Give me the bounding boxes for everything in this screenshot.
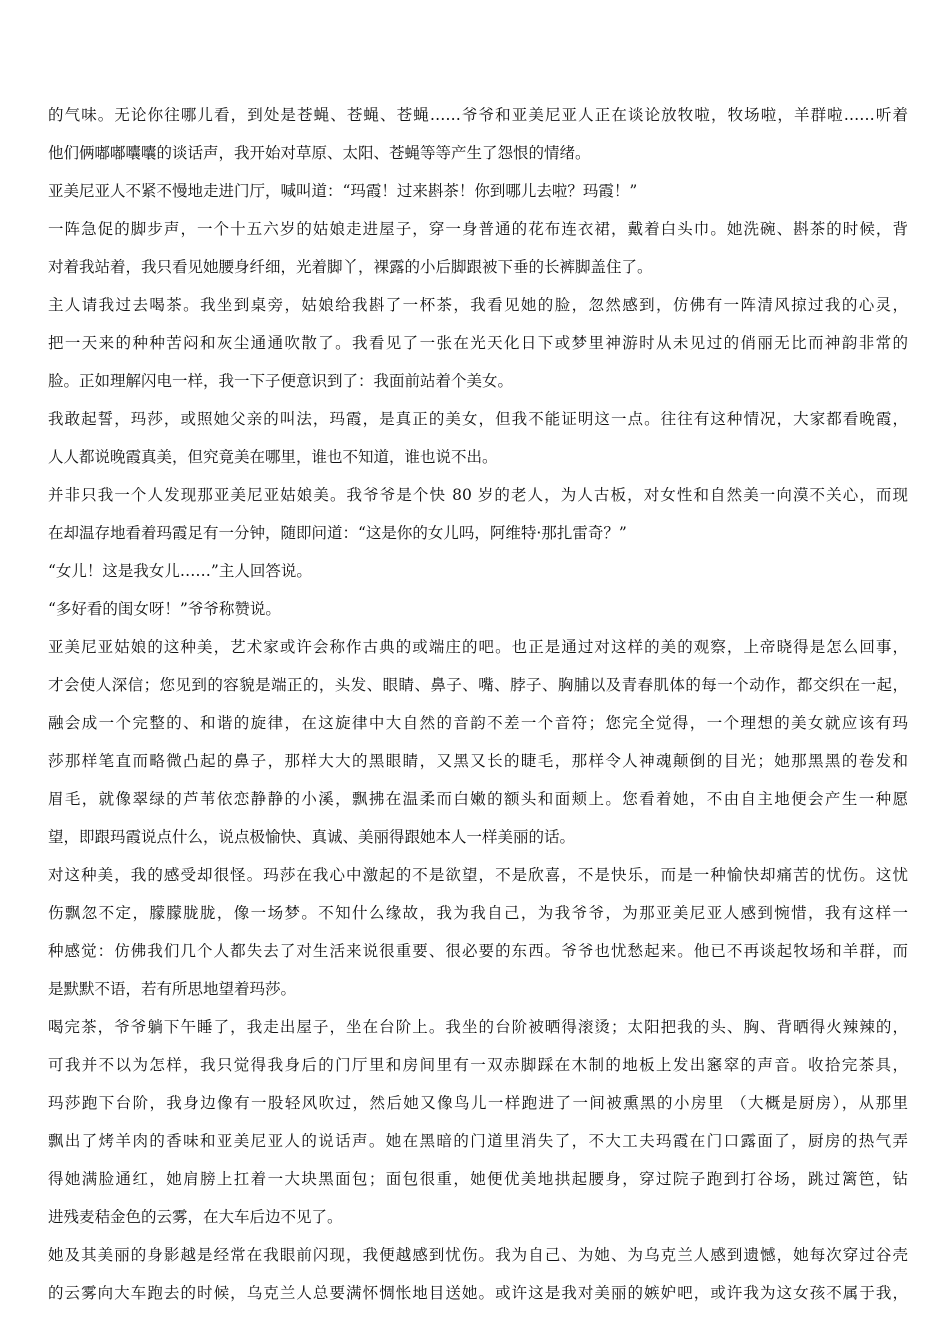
text-line: “女儿！这是我女儿……”主人回答说。 bbox=[48, 562, 312, 580]
text-line: 玛莎跑下台阶，我身边像有一股轻风吹过，然后她又像鸟儿一样跑进了一间被熏黑的小房里 （大概是厨房），从那里 bbox=[48, 1094, 908, 1112]
text-line: 融会成一个完整的、和谐的旋律，在这旋律中大自然的音韵不差一个音符；您完全觉得，一个理想的美女就应该有玛 bbox=[48, 714, 908, 732]
text-line: 飘出了烤羊肉的香味和亚美尼亚人的说话声。她在黑暗的门道里消失了，不大工夫玛霞在门口露面了，厨房的热气弄 bbox=[48, 1132, 908, 1150]
text-line: 我敢起誓，玛莎，或照她父亲的叫法，玛霞，是真正的美女，但我不能证明这一点。往往有这种情况，大家都看晚霞， bbox=[48, 410, 908, 428]
text-line: 主人请我过去喝茶。我坐到桌旁，姑娘给我斟了一杯茶，我看见她的脸，忽然感到，仿佛有一阵清风掠过我的心灵， bbox=[48, 296, 908, 314]
document-body bbox=[48, 96, 908, 1312]
text-line: 一阵急促的脚步声，一个十五六岁的姑娘走进屋子，穿一身普通的花布连衣裙，戴着白头巾。她洗碗、斟茶的时候，背 bbox=[48, 220, 908, 238]
text-line: “多好看的闺女呀！”爷爷称赞说。 bbox=[48, 600, 281, 618]
text-line: 望，即跟玛霞说点什么，说点极愉快、真诚、美丽得跟她本人一样美丽的话。 bbox=[48, 828, 576, 846]
text-line: 才会使人深信；您见到的容貌是端正的，头发、眼睛、鼻子、嘴、脖子、胸脯以及青春肌体的每一个动作，都交织在一起， bbox=[48, 676, 908, 694]
text-line: 他们俩嘟嘟囔囔的谈话声，我开始对草原、太阳、苍蝇等等产生了怨恨的情绪。 bbox=[48, 144, 591, 162]
text-line: 伤飘忽不定，朦朦胧胧，像一场梦。不知什么缘故，我为我自己，为我爷爷，为那亚美尼亚人感到惋惜，我有这样一 bbox=[48, 904, 908, 922]
text-line: 亚美尼亚人不紧不慢地走进门厅，喊叫道：“玛霞！过来斟茶！你到哪儿去啦？玛霞！” bbox=[48, 182, 638, 200]
text-line: 的气味。无论你往哪儿看，到处是苍蝇、苍蝇、苍蝇……爷爷和亚美尼亚人正在谈论放牧啦，牧场啦，羊群啦……听着 bbox=[48, 106, 908, 124]
text-line: 在却温存地看着玛霞足有一分钟，随即问道：“这是你的女儿吗，阿维特·那扎雷奇？” bbox=[48, 524, 627, 542]
text-line: 眉毛，就像翠绿的芦苇依恋静静的小溪，飘拂在温柔而白嫩的额头和面颊上。您看着她，不由自主地便会产生一种愿 bbox=[48, 790, 908, 808]
text-line: 的云雾向大车跑去的时候，乌克兰人总要满怀惆怅地目送她。或许这是我对美丽的嫉妒吧，或许我为这女孩不属于我， bbox=[48, 1284, 908, 1302]
text-line: 她及其美丽的身影越是经常在我眼前闪现，我便越感到忧伤。我为自己、为她、为乌克兰人感到遗憾，她每次穿过谷壳 bbox=[48, 1246, 908, 1264]
text-line: 脸。正如理解闪电一样，我一下子便意识到了：我面前站着个美女。 bbox=[48, 372, 514, 390]
text-line: 得她满脸通红，她肩膀上扛着一大块黑面包；面包很重，她便优美地拱起腰身，穿过院子跑到打谷场，跳过篱笆，钻 bbox=[48, 1170, 908, 1188]
text-line: 对着我站着，我只看见她腰身纤细，光着脚丫，裸露的小后脚跟被下垂的长裤脚盖住了。 bbox=[48, 258, 653, 276]
text-line: 喝完茶，爷爷躺下午睡了，我走出屋子，坐在台阶上。我坐的台阶被晒得滚烫；太阳把我的头、胸、背晒得火辣辣的， bbox=[48, 1018, 908, 1036]
text-line: 亚美尼亚姑娘的这种美，艺术家或许会称作古典的或端庄的吧。也正是通过对这样的美的观察，上帝晓得是怎么回事， bbox=[48, 638, 908, 656]
text-line: 是默默不语，若有所思地望着玛莎。 bbox=[48, 980, 297, 998]
text-line: 可我并不以为怎样，我只觉得我身后的门厅里和房间里有一双赤脚踩在木制的地板上发出窸窣的声音。收拾完茶具， bbox=[48, 1056, 908, 1074]
text-line: 种感觉：仿佛我们几个人都失去了对生活来说很重要、很必要的东西。爷爷也忧愁起来。他已不再谈起牧场和羊群，而 bbox=[48, 942, 908, 960]
text-line: 并非只我一个人发现那亚美尼亚姑娘美。我爷爷是个快 80 岁的老人，为人古板，对女性和自然美一向漠不关心，而现 bbox=[48, 486, 908, 504]
text-line: 进残麦秸金色的云雾，在大车后边不见了。 bbox=[48, 1208, 343, 1226]
text-line: 把一天来的种种苦闷和灰尘通通吹散了。我看见了一张在光天化日下或梦里神游时从未见过的俏丽无比而神韵非常的 bbox=[48, 334, 908, 352]
text-line: 人人都说晚霞真美，但究竟美在哪里，谁也不知道，谁也说不出。 bbox=[48, 448, 498, 466]
text-line: 莎那样笔直而略微凸起的鼻子，那样大大的黑眼睛，又黑又长的睫毛，那样令人神魂颠倒的目光；她那黑黑的卷发和 bbox=[48, 752, 908, 770]
text-line: 对这种美，我的感受却很怪。玛莎在我心中激起的不是欲望，不是欣喜，不是快乐，而是一种愉快却痛苦的忧伤。这忧 bbox=[48, 866, 908, 884]
